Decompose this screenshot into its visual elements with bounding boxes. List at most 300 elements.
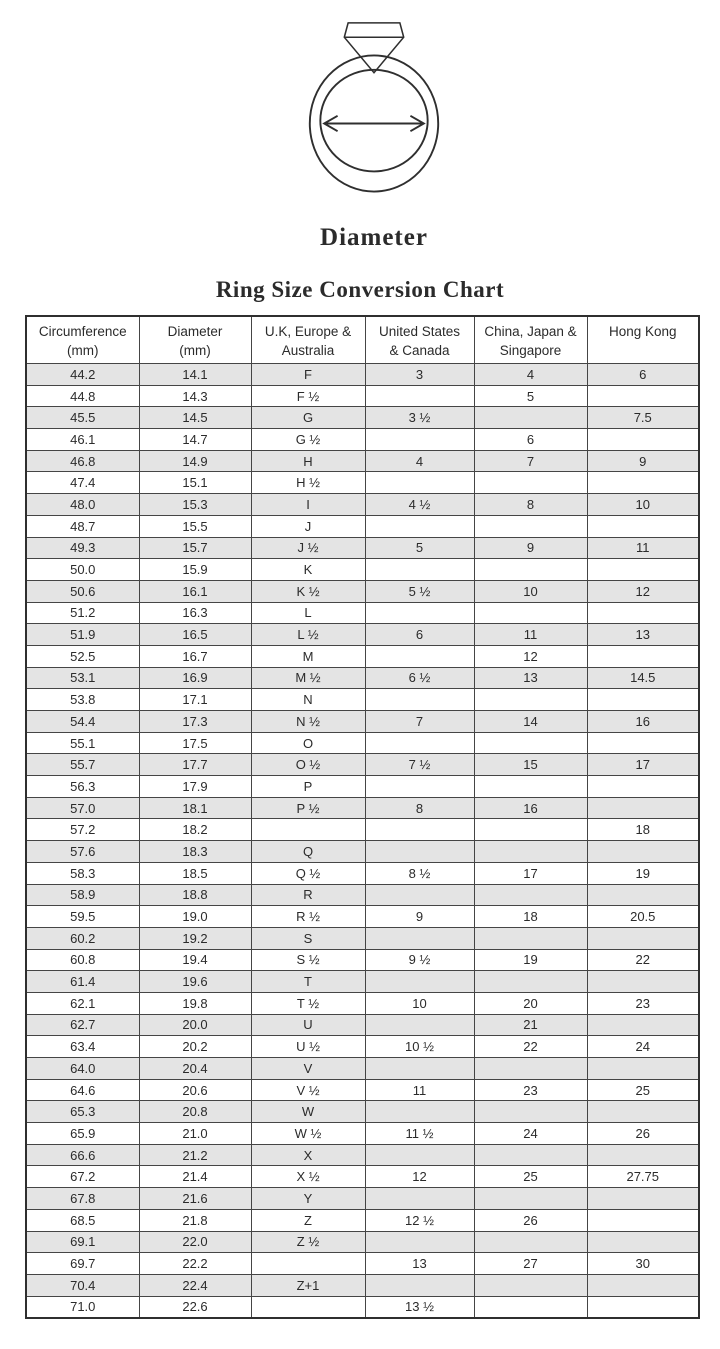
table-cell: 65.3 xyxy=(26,1101,139,1123)
table-cell: 47.4 xyxy=(26,472,139,494)
table-row xyxy=(26,1188,699,1210)
table-cell: 51.9 xyxy=(26,624,139,646)
table-cell: 18 xyxy=(587,819,699,841)
table-cell: 46.1 xyxy=(26,429,139,451)
table-cell: 60.8 xyxy=(26,949,139,971)
table-cell: 26 xyxy=(474,1209,587,1231)
table-cell: 10 ½ xyxy=(365,1036,474,1058)
table-cell: 56.3 xyxy=(26,776,139,798)
table-cell: 8 xyxy=(474,494,587,516)
table-cell: 17 xyxy=(587,754,699,776)
table-row xyxy=(26,819,699,841)
table-cell: 24 xyxy=(587,1036,699,1058)
table-cell: 18.3 xyxy=(139,841,251,863)
table-cell: 55.1 xyxy=(26,732,139,754)
table-cell: L xyxy=(251,602,365,624)
table-cell xyxy=(587,515,699,537)
table-cell: 69.7 xyxy=(26,1253,139,1275)
table-cell: 27.75 xyxy=(587,1166,699,1188)
table-cell xyxy=(474,927,587,949)
table-cell xyxy=(587,1209,699,1231)
table-cell xyxy=(474,819,587,841)
table-row xyxy=(26,450,699,472)
table-cell xyxy=(587,971,699,993)
table-cell xyxy=(474,559,587,581)
table-cell: 12 xyxy=(587,580,699,602)
table-cell: 64.6 xyxy=(26,1079,139,1101)
table-cell: 16 xyxy=(587,711,699,733)
table-cell xyxy=(474,1296,587,1318)
table-cell xyxy=(587,927,699,949)
table-cell: 21.2 xyxy=(139,1144,251,1166)
table-header xyxy=(26,316,699,364)
table-cell: M ½ xyxy=(251,667,365,689)
table-cell: 48.7 xyxy=(26,515,139,537)
table-cell: 17 xyxy=(474,862,587,884)
table-cell: T xyxy=(251,971,365,993)
table-row xyxy=(26,580,699,602)
table-row xyxy=(26,971,699,993)
table-cell xyxy=(587,1101,699,1123)
table-cell xyxy=(365,689,474,711)
table-cell xyxy=(251,1253,365,1275)
table-cell: I xyxy=(251,494,365,516)
table-cell: 22.4 xyxy=(139,1274,251,1296)
table-cell: 30 xyxy=(587,1253,699,1275)
table-cell: V ½ xyxy=(251,1079,365,1101)
table-cell: 13 xyxy=(587,624,699,646)
table-cell: 18.2 xyxy=(139,819,251,841)
table-cell xyxy=(587,1188,699,1210)
table-cell: O xyxy=(251,732,365,754)
table-cell: F ½ xyxy=(251,385,365,407)
table-row xyxy=(26,1274,699,1296)
table-cell: 62.1 xyxy=(26,992,139,1014)
table-cell: 17.3 xyxy=(139,711,251,733)
table-cell: 8 ½ xyxy=(365,862,474,884)
table-cell: 20 xyxy=(474,992,587,1014)
table-body xyxy=(26,364,699,1318)
table-cell: 67.2 xyxy=(26,1166,139,1188)
table-cell xyxy=(365,515,474,537)
diamond-icon xyxy=(344,23,403,73)
table-cell: 19.0 xyxy=(139,906,251,928)
table-cell xyxy=(365,559,474,581)
table-cell: 24 xyxy=(474,1123,587,1145)
table-row xyxy=(26,559,699,581)
table-row xyxy=(26,645,699,667)
table-cell: 66.6 xyxy=(26,1144,139,1166)
table-cell xyxy=(474,689,587,711)
table-cell: 44.8 xyxy=(26,385,139,407)
table-row xyxy=(26,689,699,711)
table-cell: 19.2 xyxy=(139,927,251,949)
table-cell xyxy=(474,1144,587,1166)
table-cell xyxy=(474,1058,587,1080)
table-cell: 19.8 xyxy=(139,992,251,1014)
table-cell xyxy=(587,1058,699,1080)
table-cell: 18.5 xyxy=(139,862,251,884)
table-cell: Q ½ xyxy=(251,862,365,884)
table-cell: Z xyxy=(251,1209,365,1231)
table-cell: 5 ½ xyxy=(365,580,474,602)
table-header-row xyxy=(26,316,699,364)
table-row xyxy=(26,364,699,386)
table-cell: 20.4 xyxy=(139,1058,251,1080)
table-cell: 18.1 xyxy=(139,797,251,819)
table-cell: 22.2 xyxy=(139,1253,251,1275)
table-row xyxy=(26,776,699,798)
table-cell: 15.9 xyxy=(139,559,251,581)
ring-icon xyxy=(299,20,449,204)
table-cell: 11 xyxy=(587,537,699,559)
table-cell: 25 xyxy=(587,1079,699,1101)
table-cell xyxy=(365,1188,474,1210)
table-cell: 53.1 xyxy=(26,667,139,689)
table-row xyxy=(26,927,699,949)
table-cell: S ½ xyxy=(251,949,365,971)
table-cell: 12 xyxy=(365,1166,474,1188)
table-cell: 5 xyxy=(365,537,474,559)
table-row xyxy=(26,1079,699,1101)
table-cell: 45.5 xyxy=(26,407,139,429)
table-cell: 7.5 xyxy=(587,407,699,429)
table-cell: 63.4 xyxy=(26,1036,139,1058)
table-cell: 59.5 xyxy=(26,906,139,928)
table-cell xyxy=(365,1144,474,1166)
table-cell: N ½ xyxy=(251,711,365,733)
table-cell: Y xyxy=(251,1188,365,1210)
table-cell xyxy=(365,1231,474,1253)
table-cell: 11 xyxy=(365,1079,474,1101)
table-cell: 14.5 xyxy=(139,407,251,429)
table-cell xyxy=(365,776,474,798)
table-cell: Z+1 xyxy=(251,1274,365,1296)
table-row xyxy=(26,667,699,689)
table-cell: G xyxy=(251,407,365,429)
table-cell: 51.2 xyxy=(26,602,139,624)
table-cell: 15 xyxy=(474,754,587,776)
table-cell: 22 xyxy=(587,949,699,971)
table-cell: 7 ½ xyxy=(365,754,474,776)
table-cell xyxy=(474,1274,587,1296)
table-cell: 16.1 xyxy=(139,580,251,602)
table-row xyxy=(26,992,699,1014)
table-cell: J xyxy=(251,515,365,537)
ring-size-table xyxy=(25,315,700,1319)
table-cell: 69.1 xyxy=(26,1231,139,1253)
table-cell: U ½ xyxy=(251,1036,365,1058)
table-cell: 14.7 xyxy=(139,429,251,451)
table-cell: 8 xyxy=(365,797,474,819)
table-cell xyxy=(365,1058,474,1080)
table-cell: 22 xyxy=(474,1036,587,1058)
table-cell: F xyxy=(251,364,365,386)
table-cell xyxy=(587,602,699,624)
table-cell xyxy=(365,971,474,993)
table-cell: 10 xyxy=(365,992,474,1014)
table-cell xyxy=(587,689,699,711)
table-cell: G ½ xyxy=(251,429,365,451)
table-row xyxy=(26,949,699,971)
column-header: United States & Canada xyxy=(365,316,474,364)
column-header: U.K, Europe & Australia xyxy=(251,316,365,364)
table-cell: S xyxy=(251,927,365,949)
table-cell xyxy=(365,602,474,624)
table-cell: 7 xyxy=(365,711,474,733)
table-cell: H xyxy=(251,450,365,472)
table-row xyxy=(26,1253,699,1275)
table-cell: 48.0 xyxy=(26,494,139,516)
table-cell: 14 xyxy=(474,711,587,733)
table-cell xyxy=(251,1296,365,1318)
table-row xyxy=(26,862,699,884)
table-cell xyxy=(587,559,699,581)
table-cell: 22.6 xyxy=(139,1296,251,1318)
table-cell xyxy=(365,841,474,863)
ring-diagram xyxy=(299,20,449,204)
diagram-label: Diameter xyxy=(320,224,428,251)
table-cell: 17.9 xyxy=(139,776,251,798)
table-cell: R xyxy=(251,884,365,906)
table-cell: 16.5 xyxy=(139,624,251,646)
table-cell: 3 xyxy=(365,364,474,386)
table-cell xyxy=(587,645,699,667)
table-cell: 58.3 xyxy=(26,862,139,884)
table-cell: 6 xyxy=(365,624,474,646)
table-row xyxy=(26,429,699,451)
table-cell: 20.5 xyxy=(587,906,699,928)
table-cell: 22.0 xyxy=(139,1231,251,1253)
table-cell: 57.2 xyxy=(26,819,139,841)
table-cell: P ½ xyxy=(251,797,365,819)
table-cell: 20.0 xyxy=(139,1014,251,1036)
table-cell xyxy=(587,385,699,407)
table-cell xyxy=(587,472,699,494)
table-row xyxy=(26,1101,699,1123)
table-cell: 9 xyxy=(587,450,699,472)
column-header: Circumference (mm) xyxy=(26,316,139,364)
table-row xyxy=(26,906,699,928)
table-cell xyxy=(365,884,474,906)
table-cell xyxy=(587,1231,699,1253)
table-cell: 21.8 xyxy=(139,1209,251,1231)
table-cell: 14.3 xyxy=(139,385,251,407)
table-cell: 16.7 xyxy=(139,645,251,667)
table-cell: 21.4 xyxy=(139,1166,251,1188)
table-cell: 57.6 xyxy=(26,841,139,863)
table-row xyxy=(26,515,699,537)
table-cell: N xyxy=(251,689,365,711)
table-cell: 14.1 xyxy=(139,364,251,386)
table-cell xyxy=(365,927,474,949)
table-cell xyxy=(365,385,474,407)
table-cell: 13 ½ xyxy=(365,1296,474,1318)
table-row xyxy=(26,754,699,776)
table-cell xyxy=(587,841,699,863)
table-cell: 55.7 xyxy=(26,754,139,776)
table-cell: V xyxy=(251,1058,365,1080)
table-cell: 14.9 xyxy=(139,450,251,472)
table-cell xyxy=(474,732,587,754)
table-cell xyxy=(587,797,699,819)
table-cell: 21.6 xyxy=(139,1188,251,1210)
table-cell: 18 xyxy=(474,906,587,928)
table-row xyxy=(26,624,699,646)
table-cell xyxy=(474,884,587,906)
table-cell: 6 xyxy=(474,429,587,451)
table-cell: 70.4 xyxy=(26,1274,139,1296)
table-cell: 44.2 xyxy=(26,364,139,386)
table-cell xyxy=(474,515,587,537)
table-cell: 6 xyxy=(587,364,699,386)
table-cell: 65.9 xyxy=(26,1123,139,1145)
table-cell: T ½ xyxy=(251,992,365,1014)
table-row xyxy=(26,841,699,863)
table-cell: 20.8 xyxy=(139,1101,251,1123)
table-cell xyxy=(365,472,474,494)
table-cell: 19.4 xyxy=(139,949,251,971)
table-cell xyxy=(587,1144,699,1166)
table-cell xyxy=(365,819,474,841)
table-cell: 18.8 xyxy=(139,884,251,906)
table-row xyxy=(26,472,699,494)
table-cell: 49.3 xyxy=(26,537,139,559)
table-row xyxy=(26,494,699,516)
table-row xyxy=(26,385,699,407)
diameter-arrow-icon xyxy=(324,116,424,131)
table-cell: Q xyxy=(251,841,365,863)
table-cell: 62.7 xyxy=(26,1014,139,1036)
table-row xyxy=(26,1166,699,1188)
table-cell xyxy=(365,429,474,451)
table-cell: 10 xyxy=(587,494,699,516)
table-cell: R ½ xyxy=(251,906,365,928)
table-row xyxy=(26,407,699,429)
table-cell: 15.5 xyxy=(139,515,251,537)
table-cell: 52.5 xyxy=(26,645,139,667)
table-cell: 71.0 xyxy=(26,1296,139,1318)
table-cell xyxy=(587,1274,699,1296)
table-cell: K xyxy=(251,559,365,581)
table-cell: U xyxy=(251,1014,365,1036)
table-cell: 15.7 xyxy=(139,537,251,559)
table-cell: 23 xyxy=(587,992,699,1014)
table-cell: 19 xyxy=(474,949,587,971)
table-cell xyxy=(587,884,699,906)
table-cell: 25 xyxy=(474,1166,587,1188)
table-cell xyxy=(474,1101,587,1123)
table-row xyxy=(26,711,699,733)
table-cell: 54.4 xyxy=(26,711,139,733)
table-cell xyxy=(587,1296,699,1318)
table-cell: 14.5 xyxy=(587,667,699,689)
table-cell: 11 ½ xyxy=(365,1123,474,1145)
table-cell: 20.2 xyxy=(139,1036,251,1058)
column-header: China, Japan & Singapore xyxy=(474,316,587,364)
table-row xyxy=(26,884,699,906)
table-row xyxy=(26,1209,699,1231)
table-row xyxy=(26,1123,699,1145)
table-cell: 16.3 xyxy=(139,602,251,624)
table-cell xyxy=(474,407,587,429)
table-cell: X ½ xyxy=(251,1166,365,1188)
table-row xyxy=(26,1231,699,1253)
table-cell: H ½ xyxy=(251,472,365,494)
table-cell: 17.7 xyxy=(139,754,251,776)
table-cell: 20.6 xyxy=(139,1079,251,1101)
table-cell xyxy=(474,1231,587,1253)
table-cell: 23 xyxy=(474,1079,587,1101)
table-cell xyxy=(474,776,587,798)
page-title: Ring Size Conversion Chart xyxy=(215,277,505,302)
table-cell xyxy=(587,732,699,754)
table-cell: Z ½ xyxy=(251,1231,365,1253)
table-row xyxy=(26,732,699,754)
table-cell: 27 xyxy=(474,1253,587,1275)
table-cell: 6 ½ xyxy=(365,667,474,689)
table-cell: J ½ xyxy=(251,537,365,559)
table-cell: 12 ½ xyxy=(365,1209,474,1231)
table-cell xyxy=(365,1101,474,1123)
table-cell: 9 xyxy=(365,906,474,928)
table-cell xyxy=(365,1274,474,1296)
table-cell: 19 xyxy=(587,862,699,884)
column-header: Hong Kong xyxy=(587,316,699,364)
table-cell xyxy=(474,602,587,624)
table-cell: 4 xyxy=(365,450,474,472)
table-cell: 60.2 xyxy=(26,927,139,949)
table-cell: 50.6 xyxy=(26,580,139,602)
table-cell: 5 xyxy=(474,385,587,407)
table-row xyxy=(26,1058,699,1080)
table-row xyxy=(26,1036,699,1058)
table-cell: 19.6 xyxy=(139,971,251,993)
table-cell: 67.8 xyxy=(26,1188,139,1210)
table-cell: 61.4 xyxy=(26,971,139,993)
table-row xyxy=(26,537,699,559)
table-cell xyxy=(587,1014,699,1036)
table-cell: 4 ½ xyxy=(365,494,474,516)
table-row xyxy=(26,1014,699,1036)
table-cell: 3 ½ xyxy=(365,407,474,429)
table-cell xyxy=(251,819,365,841)
table-row xyxy=(26,1144,699,1166)
table-row xyxy=(26,602,699,624)
table-cell: 17.1 xyxy=(139,689,251,711)
table-cell: 16.9 xyxy=(139,667,251,689)
table-cell: X xyxy=(251,1144,365,1166)
table-cell: M xyxy=(251,645,365,667)
table-cell: 46.8 xyxy=(26,450,139,472)
table-cell xyxy=(474,1188,587,1210)
table-cell: 21.0 xyxy=(139,1123,251,1145)
table-cell: 9 ½ xyxy=(365,949,474,971)
table-cell: 13 xyxy=(474,667,587,689)
page xyxy=(0,20,720,1349)
table-cell: P xyxy=(251,776,365,798)
table-cell: 11 xyxy=(474,624,587,646)
table-cell: 12 xyxy=(474,645,587,667)
table-cell: 9 xyxy=(474,537,587,559)
table-cell: 50.0 xyxy=(26,559,139,581)
table-cell xyxy=(587,429,699,451)
table-cell: 15.1 xyxy=(139,472,251,494)
table-cell: 17.5 xyxy=(139,732,251,754)
table-cell: W ½ xyxy=(251,1123,365,1145)
table-cell: 68.5 xyxy=(26,1209,139,1231)
table-cell: O ½ xyxy=(251,754,365,776)
